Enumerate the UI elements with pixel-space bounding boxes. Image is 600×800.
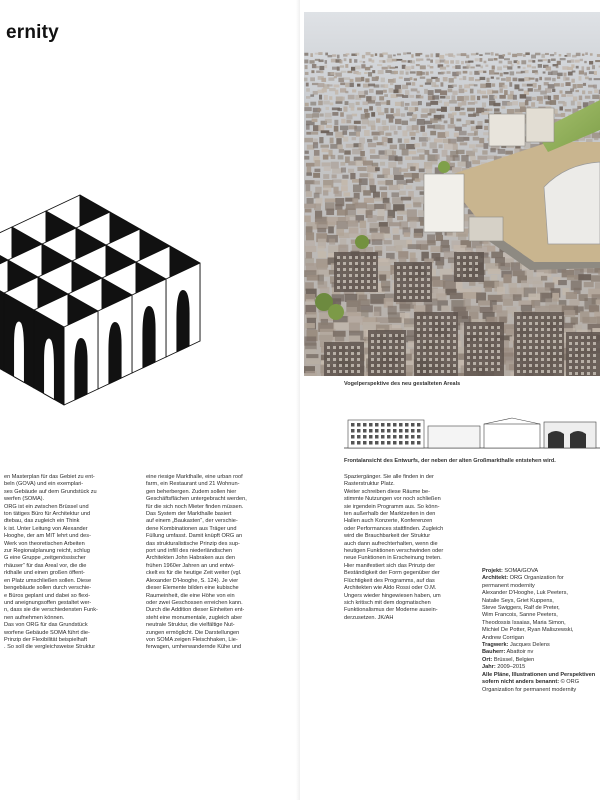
credit-value: 2009–2015	[495, 664, 526, 671]
text-line: Prinzip der Flexibilität beispielhaft	[4, 636, 88, 643]
text-line: dtebau, das zugleich ein Think	[4, 518, 80, 525]
text-line: dene Kombinationen aus Träger und	[146, 525, 237, 532]
credit-line	[482, 612, 600, 619]
text-line: Geschäftsflächen untergebracht werden,	[146, 496, 247, 503]
credit-value: Jacques Delens	[508, 642, 550, 649]
credit-line	[482, 657, 600, 664]
credit-value: Alexander D'Hooghe, Luk Peeters,	[482, 590, 568, 597]
text-line: eine riesige Markthalle, eine urban roof	[146, 474, 243, 480]
text-line: e Büros geplant und dabei so flexi-	[4, 592, 91, 599]
text-line: sie irgendein Programm aus. So könn-	[344, 503, 440, 510]
credit-key: sofern nicht anders benannt:	[482, 679, 560, 686]
credit-line	[482, 642, 600, 649]
credit-line	[482, 627, 600, 634]
credit-value: SOMA/GOVA	[502, 568, 539, 574]
credit-value: Andrew Corrigan	[482, 634, 524, 641]
text-line: Hallen auch Konzerte, Konferenzen	[344, 518, 433, 525]
credit-key: Projekt:	[482, 568, 503, 574]
text-line: beln (GOVA) und ein exemplari-	[4, 481, 84, 488]
text-line: für die sich noch Mieter finden müssen.	[146, 503, 244, 510]
text-line: Werk von theoretischen Arbeiten	[4, 540, 85, 547]
credit-value: © ORG	[559, 679, 580, 686]
credit-key: Tragwerk:	[482, 642, 509, 649]
text-line: Hooghe, der am MIT lehrt und des-	[4, 533, 91, 540]
credit-line	[482, 687, 600, 694]
credit-key: Bauherr:	[482, 649, 506, 656]
body-text-column-3	[344, 474, 472, 724]
credit-value: ORG Organization for	[508, 575, 564, 582]
credit-key: Jahr:	[482, 664, 496, 671]
elevation-caption: Frontalansicht des Entwurfs, der neben der alten Großmarkthalle entstehen wird.	[344, 458, 556, 464]
text-line: Hier manifestiert sich das Prinzip der	[344, 562, 436, 569]
text-line: Füllung umfasst. Damit knüpft ORG an	[146, 533, 243, 540]
text-line: neutrale Struktur, die vielfältige Nut-	[146, 622, 235, 629]
text-line: Alexander D'Hooghe, S. 124). Je vier	[146, 577, 239, 584]
text-line: worfene Gebäude SOMA führt die-	[4, 629, 90, 636]
text-line: stimmte Nutzungen vor noch schließen	[344, 496, 441, 503]
text-line: frühen 1960er Jahren an und entwi-	[146, 562, 235, 569]
text-line: und aneignungsoffen gestaltet wer-	[4, 599, 92, 606]
photo-caption: Vogelperspektive des neu gestalteten Areals	[344, 381, 461, 387]
credit-line	[482, 664, 600, 671]
text-line: das strukturalistische Prinzip des sup-	[146, 540, 240, 547]
text-line: Weiter schreiben diese Räume be-	[344, 488, 431, 495]
credit-line	[482, 598, 600, 605]
text-line: steht eine monumentale, zugleich aber	[146, 614, 243, 621]
text-line: Durch die Addition dieser Einheiten ent-	[146, 607, 245, 614]
text-line: bengebäude sollen durch verschie-	[4, 585, 92, 592]
right-page	[300, 0, 600, 800]
text-line: n, dass sie die verschiedensten Funk-	[4, 607, 98, 614]
credit-value: Organization for permanent modernity	[482, 686, 577, 693]
credit-value: permanent modernity	[482, 582, 535, 589]
credit-line	[482, 620, 600, 627]
text-line: k ist. Unter Leitung von Alexander	[4, 525, 88, 532]
credit-value: Abattoir nv	[505, 649, 534, 656]
axonometric-grid-drawing	[0, 150, 290, 450]
text-line: en Platz umschließen sollen. Diese	[4, 577, 92, 584]
text-line: rkthalle und einen großen öffent-	[4, 570, 85, 577]
credit-value: Brüssel, Belgien	[492, 656, 535, 663]
text-line: Das von ORG für das Grundstück	[4, 622, 88, 629]
text-line: ckelt es für die heutige Zeit weiter (vgl.	[146, 570, 242, 577]
text-line: derzusetzen. JK/AH	[344, 614, 394, 621]
text-line: Beständigkeit der Form gegenüber der	[344, 570, 440, 577]
text-line: von SOMA zeigen Fleischhaken, Lie-	[146, 636, 238, 643]
text-line: ton tätiges Büro für Architektur und	[4, 511, 91, 518]
text-line: heutigen Funktionen verschwinden oder	[344, 548, 444, 555]
text-line: sich kritisch mit dem dogmatischen	[344, 599, 431, 606]
text-line: zungen ermöglicht. Die Darstellungen	[146, 629, 240, 636]
text-line: en Masterplan für das Gebiet zu ent-	[4, 474, 95, 480]
credit-line	[482, 649, 600, 656]
text-line: farm, ein Restaurant und 21 Wohnun-	[146, 481, 240, 488]
text-line: nen aufnehmen können.	[4, 614, 65, 621]
credit-value: Michiel De Potter, Ryan Maliszewski,	[482, 627, 574, 634]
text-line: wird die Brauchbarkeit der Struktur	[344, 533, 431, 540]
text-line: neue Funktionen in Erscheinung treten.	[344, 555, 442, 562]
text-line: auf einem „Baukasten“, der verschie-	[146, 518, 238, 525]
credit-line	[482, 605, 600, 612]
credit-value: Wim Francois, Sanne Peeters,	[482, 612, 558, 619]
credit-value: Theodossis Issaias, Maria Simon,	[482, 619, 566, 626]
text-line: Das System der Markthalle basiert	[146, 511, 232, 518]
text-line: ORG ist ein zwischen Brüssel und	[4, 503, 89, 510]
text-line: gen beherbergen. Zudem sollen hier	[146, 488, 237, 495]
credit-line	[482, 635, 600, 642]
text-line: Flüchtigkeit des Programms, auf das	[344, 577, 435, 584]
credit-line	[482, 679, 600, 686]
credit-key: Alle Pläne, Illustrationen und Perspektiven	[482, 671, 596, 678]
credit-key: Architekt:	[482, 575, 509, 582]
body-text-column-2	[146, 474, 280, 774]
text-line: Rasterstruktur Platz.	[344, 481, 395, 488]
text-line: Architekten wie Aldo Rossi oder O.M.	[344, 585, 437, 592]
credit-line	[482, 590, 600, 597]
text-line: auch dann aufrechterhalten, wenn die	[344, 540, 438, 547]
text-line: zur Regionalplanung reicht, schlug	[4, 548, 90, 555]
credit-line	[482, 575, 600, 582]
project-credits	[482, 568, 600, 694]
text-line: Architekten John Habraken aus den	[146, 555, 235, 562]
text-line: ten außerhalb der Marktzeiten in den	[344, 511, 436, 518]
text-line: . So soll die vergleichsweise Struktur	[4, 644, 96, 651]
text-line: Funktionalismus der Moderne ausein-	[344, 607, 438, 614]
credit-value: Steve Swiggers, Ralf de Preter,	[482, 605, 560, 612]
body-text-column-1	[4, 474, 142, 774]
credit-line	[482, 568, 600, 575]
front-elevation-drawing	[344, 410, 600, 454]
aerial-photo	[304, 12, 600, 376]
credit-key: Ort:	[482, 656, 493, 663]
text-line: rhäuser“ für das Areal vor, die die	[4, 562, 87, 569]
credit-line	[482, 583, 600, 590]
text-line: ferwagen, umherwandernde Kühe und	[146, 644, 242, 651]
text-line: Raumeinheit, die eine Höhe von ein	[146, 592, 235, 599]
text-line: ses Gebäude auf dem Grundstück zu	[4, 488, 97, 495]
text-line: dieser Elemente bilden eine kubische	[146, 585, 239, 592]
credit-value: Natalie Seys, Griet Kuppens,	[482, 597, 554, 604]
text-line: oder zwei Geschossen erreichen kann.	[146, 599, 243, 606]
text-line: port und infill des niederländischen	[146, 548, 233, 555]
text-line: G eine Gruppe „zeitgenössischer	[4, 555, 86, 562]
text-line: Ungers wieder hingewiesen haben, um	[344, 592, 441, 599]
text-line: Spaziergänger. Sie alle finden in der	[344, 474, 434, 480]
credit-line	[482, 672, 600, 679]
text-line: oder Performances stattfinden. Zugleich	[344, 525, 444, 532]
article-headline: ernity	[6, 22, 59, 43]
text-line: werfen (SOMA).	[4, 496, 45, 503]
